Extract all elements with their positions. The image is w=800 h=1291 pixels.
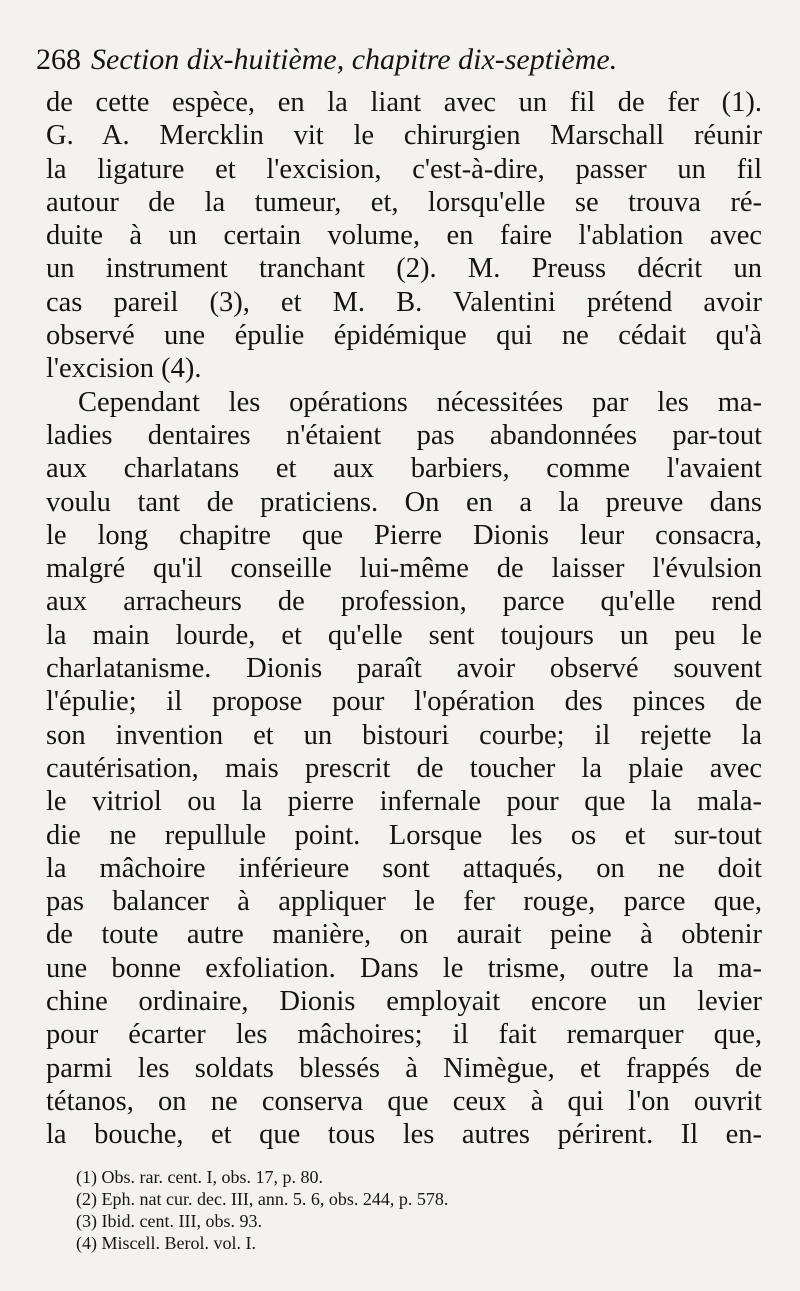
text-line: son invention et un bistouri courbe; il rejette la [46, 719, 762, 751]
text-line: duite à un certain volume, en faire l'ablation avec [46, 220, 762, 252]
footnote: (2) Eph. nat cur. dec. III, ann. 5. 6, obs. 244, p. 578. [76, 1189, 449, 1209]
text-line: malgré qu'il conseille lui-même de laisser l'évulsion [46, 553, 762, 585]
page-number: 268 [36, 43, 81, 76]
text-line: autour de la tumeur, et, lorsqu'elle se trouva ré- [46, 186, 762, 218]
text-line: charlatanisme. Dionis paraît avoir observé souvent [46, 653, 762, 685]
running-head [36, 38, 776, 82]
text-line: de cette espèce, en la liant avec un fil de fer (1). [46, 87, 762, 118]
text-line: die ne repullule point. Lorsque les os et sur-tout [46, 819, 762, 851]
footnote: (4) Miscell. Berol. vol. I. [76, 1233, 256, 1253]
text-line: pas balancer à appliquer le fer rouge, parce que, [46, 886, 762, 918]
text-line: cautérisation, mais prescrit de toucher la plaie avec [46, 752, 762, 784]
text-line: aux charlatans et aux barbiers, comme l'avaient [46, 453, 762, 485]
text-line: aux arracheurs de profession, parce qu'elle rend [46, 586, 762, 618]
footnotes [76, 1166, 696, 1254]
text-line: pour écarter les mâchoires; il fait remarquer que, [46, 1019, 762, 1051]
text-line: G. A. Mercklin vit le chirurgien Marschall réunir [46, 120, 762, 152]
footnote: (1) Obs. rar. cent. I, obs. 17, p. 80. [76, 1167, 323, 1187]
text-line: tétanos, on ne conserva que ceux à qui l'on ouvrit [46, 1085, 762, 1117]
text-line: une bonne exfoliation. Dans le trisme, outre la ma- [46, 952, 762, 984]
text-line: voulu tant de praticiens. On en a la preuve dans [46, 486, 762, 518]
text-line: l'épulie; il propose pour l'opération des pinces de [46, 686, 762, 718]
running-title: Section dix-huitième, chapitre dix-septième. [91, 43, 618, 76]
text-line: le vitriol ou la pierre infernale pour que la mala- [46, 786, 762, 818]
text-line: Cependant les opérations nécessitées par les ma- [78, 386, 762, 418]
text-line: la mâchoire inférieure sont attaqués, on ne doit [46, 852, 762, 884]
text-line: la ligature et l'excision, c'est-à-dire, passer un fil [46, 153, 762, 185]
text-line: chine ordinaire, Dionis employait encore un levier [46, 986, 762, 1018]
text-line: un instrument tranchant (2). M. Preuss décrit un [46, 253, 762, 285]
body-text [46, 86, 762, 1152]
text-line: parmi les soldats blessés à Nimègue, et frappés de [46, 1052, 762, 1084]
text-line: l'excision (4). [46, 353, 202, 385]
text-line: le long chapitre que Pierre Dionis leur consacra, [46, 519, 762, 551]
text-line: ladies dentaires n'étaient pas abandonnées par-tout [46, 419, 762, 451]
footnote: (3) Ibid. cent. III, obs. 93. [76, 1211, 262, 1231]
text-line: la main lourde, et qu'elle sent toujours un peu le [46, 619, 762, 651]
text-line: observé une épulie épidémique qui ne cédait qu'à [46, 320, 762, 352]
text-line: la bouche, et que tous les autres périrent. Il en- [46, 1119, 762, 1151]
text-line: cas pareil (3), et M. B. Valentini prétend avoir [46, 286, 762, 318]
text-line: de toute autre manière, on aurait peine à obtenir [46, 919, 762, 951]
